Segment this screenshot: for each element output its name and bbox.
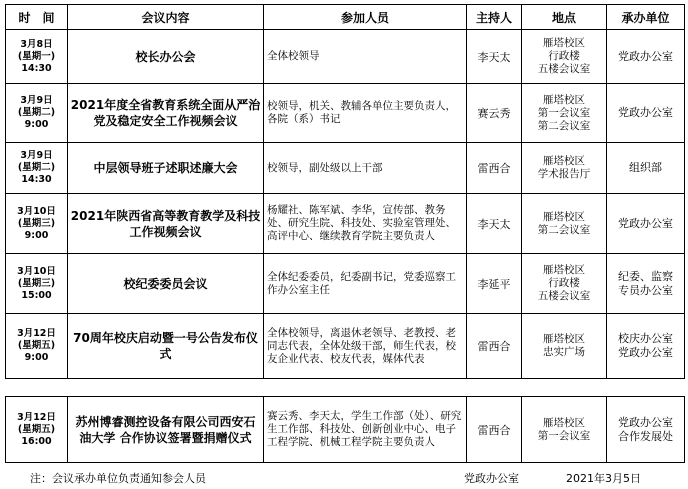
meeting-organizer: 党政办公室 合作发展处 [607, 397, 685, 463]
meeting-content: 2021年度全省教育系统全面从严治党及稳定安全工作视频会议 [68, 84, 264, 143]
footer [0, 469, 688, 487]
table-header-row [6, 5, 685, 30]
meeting-schedule-table [5, 4, 685, 379]
meeting-location: 雁塔校区 第一会议室 第二会议室 [522, 84, 607, 143]
header-time: 时 间 [6, 5, 68, 30]
meeting-attendees: 全体纪委委员，纪委副书记，党委巡察工作办公室主任 [264, 254, 467, 314]
meeting-content: 苏州博睿测控设备有限公司西安石油大学 合作协议签署暨捐赠仪式 [68, 397, 264, 463]
meeting-host: 雷西合 [467, 143, 522, 194]
header-content: 会议内容 [68, 5, 264, 30]
meeting-location: 雁塔校区 第一会议室 [522, 397, 607, 463]
meeting-location: 雁塔校区 行政楼 五楼会议室 [522, 30, 607, 84]
footer-note: 注：会议承办单位负责通知参会人员 [30, 472, 206, 485]
meeting-time: 3月10日 (星期三) 9:00 [6, 194, 68, 254]
meeting-organizer: 纪委、监察 专员办公室 [607, 254, 685, 314]
meeting-content: 校纪委委员会议 [68, 254, 264, 314]
meeting-location: 雁塔校区 忠实广场 [522, 314, 607, 379]
meeting-attendees: 校领导，机关、教辅各单位主要负责人，各院（系）书记 [264, 84, 467, 143]
table-row [6, 194, 685, 254]
meeting-time: 3月8日 (星期一) 14:30 [6, 30, 68, 84]
table-row [6, 397, 685, 463]
table-row [6, 84, 685, 143]
header-host: 主持人 [467, 5, 522, 30]
meeting-attendees: 全体校领导，离退休老领导、老教授、老同志代表，全体处级干部，师生代表，校友企业代表、校友代表，媒体代表 [264, 314, 467, 379]
meeting-attendees: 杨耀社、陈军斌、李华，宣传部、教务处、研究生院、科技处、实验室管理处、高评中心、继续教育学院主要负责人 [264, 194, 467, 254]
footer-date: 2021年3月5日 [566, 472, 641, 485]
header-organizer: 承办单位 [607, 5, 685, 30]
meeting-schedule-table-continued [5, 396, 685, 463]
table-row [6, 143, 685, 194]
meeting-host: 李延平 [467, 254, 522, 314]
meeting-attendees: 校领导，副处级以上干部 [264, 143, 467, 194]
header-location: 地点 [522, 5, 607, 30]
meeting-time: 3月10日 (星期三) 15:00 [6, 254, 68, 314]
meeting-organizer: 党政办公室 [607, 194, 685, 254]
meeting-time: 3月9日 (星期二) 14:30 [6, 143, 68, 194]
meeting-content: 校长办公会 [68, 30, 264, 84]
meeting-host: 雷西合 [467, 314, 522, 379]
meeting-content: 2021年陕西省高等教育教学及科技工作视频会议 [68, 194, 264, 254]
meeting-time: 3月12日 (星期五) 9:00 [6, 314, 68, 379]
meeting-host: 李天太 [467, 194, 522, 254]
meeting-host: 赛云秀 [467, 84, 522, 143]
table-row [6, 314, 685, 379]
table-row [6, 254, 685, 314]
meeting-host: 李天太 [467, 30, 522, 84]
meeting-location: 雁塔校区 行政楼 五楼会议室 [522, 254, 607, 314]
meeting-content: 70周年校庆启动暨一号公告发布仪式 [68, 314, 264, 379]
meeting-attendees: 赛云秀、李天太，学生工作部（处）、研究生工作部、科技处、创新创业中心、电子工程学院、机械工程学院主要负责人 [264, 397, 467, 463]
meeting-attendees: 全体校领导 [264, 30, 467, 84]
meeting-time: 3月12日 (星期五) 16:00 [6, 397, 68, 463]
meeting-content: 中层领导班子述职述廉大会 [68, 143, 264, 194]
meeting-organizer: 党政办公室 [607, 84, 685, 143]
meeting-location: 雁塔校区 学术报告厅 [522, 143, 607, 194]
header-attendees: 参加人员 [264, 5, 467, 30]
meeting-time: 3月9日 (星期二) 9:00 [6, 84, 68, 143]
meeting-location: 雁塔校区 第二会议室 [522, 194, 607, 254]
meeting-organizer: 校庆办公室 党政办公室 [607, 314, 685, 379]
meeting-organizer: 党政办公室 [607, 30, 685, 84]
meeting-host: 雷西合 [467, 397, 522, 463]
meeting-organizer: 组织部 [607, 143, 685, 194]
table-row [6, 30, 685, 84]
footer-office: 党政办公室 [464, 472, 519, 485]
